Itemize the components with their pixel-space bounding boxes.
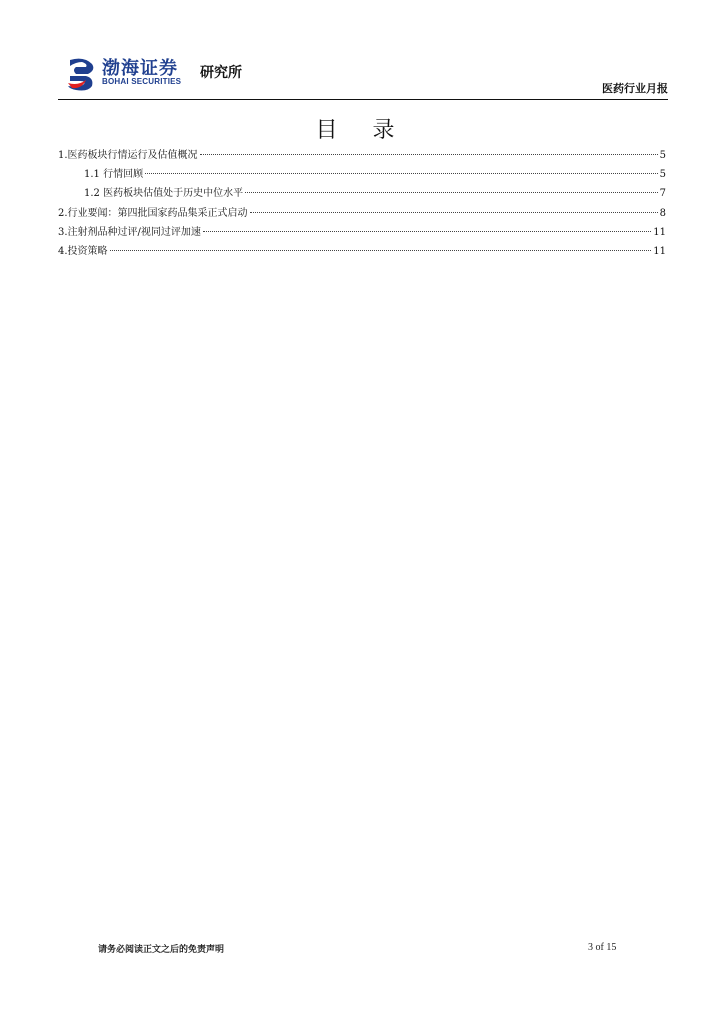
toc-entry[interactable] (58, 204, 666, 223)
toc-entry[interactable] (58, 146, 666, 165)
toc-entry-label: 1.1 行情回顾 (84, 169, 144, 181)
header-divider (58, 99, 668, 100)
bohai-logo-icon (66, 56, 96, 92)
toc-entry-page: 7 (659, 188, 666, 200)
toc-leader-dots (200, 154, 658, 155)
toc-leader-dots (145, 173, 658, 174)
toc-entry[interactable] (58, 165, 666, 184)
toc-entry[interactable] (58, 223, 666, 242)
toc-entry[interactable] (58, 242, 666, 261)
page-number: 3 of 15 (588, 942, 617, 953)
toc-entry-page: 5 (659, 150, 666, 161)
page-header (58, 50, 668, 100)
toc-title: 目 录 (315, 118, 409, 143)
toc-leader-dots (245, 192, 658, 193)
toc-leader-dots (203, 231, 651, 232)
disclaimer-note: 请务必阅读正文之后的免责声明 (98, 945, 225, 955)
toc-entry-page: 5 (659, 169, 666, 181)
toc-entry-page: 11 (653, 245, 666, 257)
toc-entry[interactable] (58, 184, 666, 203)
toc-entry-page: 8 (659, 207, 666, 219)
toc-entry-page: 11 (653, 226, 666, 238)
table-of-contents (58, 146, 666, 261)
toc-entry-label: 1.医药板块行情运行及估值概况 (58, 150, 198, 161)
report-type-label: 医药行业月报 (602, 82, 668, 95)
brand-name-en: BOHAI SECURITIES (102, 77, 182, 86)
brand-name-cn: 渤海证券 (102, 58, 178, 79)
toc-entry-label: 4.投资策略 (58, 245, 108, 257)
institute-label: 研究所 (200, 65, 242, 81)
toc-leader-dots (110, 250, 652, 251)
toc-entry-label: 2.行业要闻：第四批国家药品集采正式启动 (58, 207, 248, 219)
toc-entry-label: 1.2 医药板块估值处于历史中位水平 (84, 188, 244, 200)
toc-entry-label: 3.注射剂品种过评/视同过评加速 (58, 226, 201, 238)
toc-leader-dots (250, 212, 658, 213)
